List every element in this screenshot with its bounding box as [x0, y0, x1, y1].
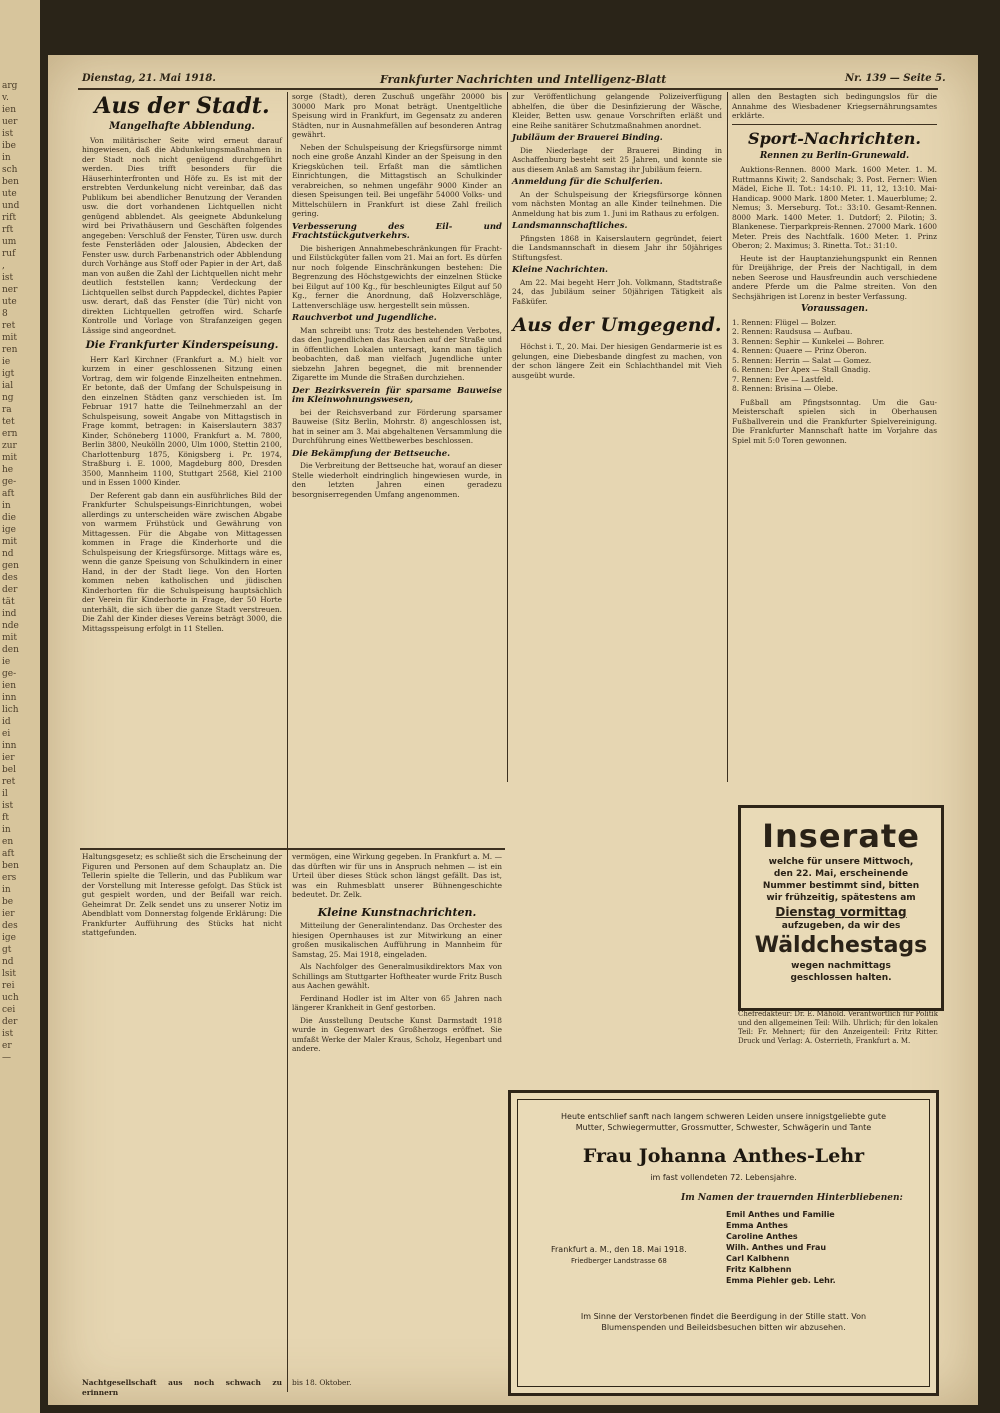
- tip-item: 5. Rennen: Herrin — Salat — Gomez.: [732, 355, 872, 365]
- article-heading: Die Frankfurter Kinderspeisung.: [85, 339, 279, 351]
- article-paragraph: Heute ist der Hauptanziehungspunkt ein Rennen für Dreijährige, der Preis der Nachtigall, in dem neben Seerose und Hausfreundin auch verschiedene andere Pferde um die Palme streiten. Von den Sechsjährigen ist Lorenz in bester Verfassung.: [732, 253, 937, 301]
- ad-line: wegen nachmittags: [791, 961, 891, 971]
- header-title: Frankfurter Nachrichten und Intelligenz-Blatt: [380, 73, 667, 86]
- imprint: Chefredakteur: Dr. E. Mähold. Verantwortlich für Politik und den allgemeinen Teil: Wilh. Uhrlich; für den lokalen Teil: Fr. Mehnert; für den Anzeigenteil: Fritz Ritter. Druck und Verlag: A. Osterrieth, Frankfurt a. M.: [738, 1010, 938, 1045]
- obituary-name: Frau Johanna Anthes-Lehr: [582, 1145, 865, 1167]
- article-paragraph: An der Schulspeisung der Kriegsfürsorge können vom nächsten Montag an alle Kinder teilnehmen. Die Anmeldung hat bis zum 1. Juni im Rathaus zu erfolgen.: [512, 189, 722, 218]
- article-paragraph: Mitteilung der Generalintendanz. Das Orchester des hiesigen Opernhauses ist zur Mitwirkung an einer großen musikalischen Aufführung in Mannheim für Samstag, 25. Mai 1918, eingeladen.: [292, 921, 502, 959]
- mourner: Carl Kalbhenn: [726, 1254, 790, 1263]
- article-paragraph: Neben der Schulspeisung der Kriegsfürsorge nimmt noch eine große Anzahl Kinder an der Speisung in den Kriegsküchen teil. Erfaßt man die sämtlichen Einrichtungen, die Mittagstisch an Schulkinder verabreichen, so nehmen ungefähr 9000 Kinder an diesen Speisungen teil. Bei ungefähr 54000 Volks- und Mittelschülern in Frankfurt ist diese Zahl freilich gering.: [292, 142, 502, 218]
- article-paragraph: allen den Bestagten sich bedingungslos für die Annahme des Wiesbadener Kriegsernährungsamtes erklärte.: [732, 92, 937, 120]
- article-paragraph: vermögen, eine Wirkung gegeben. In Frankfurt a. M. — das dürften wir für uns in Anspruch nehmen — ist ein Urteil über dieses Stück schon längst gefällt. Das ist, was ein Ruhmesblatt unserer Bühnengeschichte bedeutet. Dr. Zelk.: [292, 852, 502, 899]
- article-paragraph: Die Niederlage der Brauerei Binding in Aschaffenburg besteht seit 25 Jahren, und konnte sie aus diesem Anlaß am Samstag ihr Jubiläum feiern.: [512, 145, 722, 174]
- ad-line: aufzugeben, da wir des: [781, 921, 901, 931]
- obituary-footer: Im Sinne der Verstorbenen findet die Beerdigung in der Stille statt. Von Blumenspenden und Beileidsbesuchen bitten wir abzusehen.: [580, 1312, 867, 1332]
- mourner: Emma Anthes: [726, 1221, 788, 1230]
- header-number: Nr. 139 — Seite 5.: [845, 73, 946, 84]
- column-rule: [727, 92, 728, 782]
- mourners-list: [726, 1209, 916, 1286]
- kunst-heading: Kleine Kunstnachrichten.: [317, 905, 477, 919]
- header-date: Dienstag, 21. Mai 1918.: [82, 73, 216, 84]
- mourner: Emil Anthes und Familie: [726, 1210, 835, 1219]
- ad-title: Inserate: [762, 817, 920, 855]
- column-1-lower: [82, 852, 282, 1372]
- article-heading: Der Bezirksverein für sparsame Bauweise im Kleinwohnungswesen,: [292, 385, 502, 405]
- column-2: [292, 92, 502, 845]
- article-paragraph: Der Referent gab dann ein ausführliches Bild der Frankfurter Schulspeisungs-Einrichtungen, wobei allerdings zu unterscheiden wäre zwischen Abgabe von warmem Frühstück und Gewährung von Mittagessen. Für die Abgabe von Mittagessen kommen in Frage die Kinderhorte und die Schulspeisung der Kriegsfürsorge. Mittags wäre es, wenn die ganze Speisung von Schulkindern in einer Hand, in der der Stadt liege. Von den Horten kommen neben katholischen und jüdischen Kinderhorten für die Schulspeisung hauptsächlich der Verein für Kinderhorte in Frage, der 50 Horte unterhält, die sich über die ganze Stadt verstreuen. Die Zahl der Kinder dieses Vereins beträgt 3000, die Mittagsspeisung erfolgt in 11 Stellen.: [82, 490, 282, 633]
- article-paragraph: Als Nachfolger des Generalmusikdirektors Max von Schillings am Stuttgarter Hoftheater wurde Fritz Busch aus Aachen gewählt.: [292, 962, 503, 990]
- article-paragraph: Pfingsten 1868 in Kaiserslautern gegründet, feiert die Landsmannschaft in diesem Jahr ihr 50jähriges Stiftungsfest.: [512, 233, 722, 262]
- article-heading: Landsmannschaftliches.: [512, 221, 628, 231]
- footer-line-2: bis 18. Oktober.: [292, 1378, 352, 1387]
- column-rule: [287, 92, 288, 1392]
- mourners-title: Im Namen der trauernden Hinterbliebenen:: [681, 1193, 903, 1203]
- obituary-intro: Heute entschlief sanft nach langem schweren Leiden unsere innigstgeliebte gute Mutter, Schwiegermutter, Grossmutter, Schwester, Schwägerin und Tante: [561, 1112, 886, 1132]
- article-paragraph: sorge (Stadt), deren Zuschuß ungefähr 20000 bis 30000 Mark pro Monat beträgt. Unentgeltliche Speisung wird in Frankfurt, im Gegensatz zu anderen Städten, nur in Ausnahmefällen auf besonderen Antrag gewährt.: [292, 92, 502, 139]
- mourner: Emma Piehler geb. Lehr.: [726, 1276, 836, 1285]
- tip-item: 8. Rennen: Brisina — Olebe.: [732, 384, 838, 393]
- section-heading-city: Aus der Stadt.: [94, 93, 270, 119]
- tips-list: [732, 318, 937, 394]
- column-2-lower: [292, 852, 502, 1372]
- race-results: Auktions-Rennen. 8000 Mark. 1600 Meter. 1. M. Ruttmanns Kiwit; 2. Sandschak; 3. Post. Ferner: Wien Mädel, Eiche II. Tot.: 14:10. Pl. 11, 12, 13:10. Mai-Handicap. 9000 Mark. 1800 Meter. 1. Mauerblume; 2. Nemus; 3. Merseburg. Tot.: 33:10. Gesamt-Rennen. 8000 Mark. 1400 Meter. 1. Dutdorf; 2. Pilotin; 3. Blankenese. Tierparkpreis-Rennen. 27000 Mark. 1600 Meter. Preis des Nachtfalk. 1600 Meter. 1. Prinz Oberon; 2. Maximus; 3. Rinetta. Tot.: 31:10.: [732, 165, 937, 250]
- adjacent-page-text: arg v. ien uer ist ibe in sch ben ute und rift rft um ruf , ist ner ute 8 ret mit ren ie igt ial ng ra tet ern zur mit he ge- aft in die ige mit nd gen des der tät ind nde mit den ie ge- ien inn lich id ei inn ier bel ret il ist ft in en aft ben ers in be ier des ige gt nd lsit rei uch cei der ist er —: [2, 81, 20, 1063]
- header-rule: [78, 88, 938, 90]
- mourner: Fritz Kalbhenn: [726, 1265, 792, 1274]
- section-heading-sport: Sport-Nachrichten.: [748, 128, 921, 148]
- article-paragraph: Die bisherigen Annahmebeschränkungen für Fracht- und Eilstückgüter fallen vom 21. Mai an fort. Es dürfen nur noch folgende Einschränkungen bestehen: Die Begrenzung des Höchstgewichts der einzelnen Stücke bei Eilgut auf 100 Kg., für beschleunigtes Eilgut auf 50 Kg., ferner die Anordnung, daß Holzverschläge, Lattenverschläge usw. hergestellt sein müssen.: [292, 243, 502, 310]
- tip-item: 3. Rennen: Sephir — Kunkelei — Bohrer.: [732, 336, 885, 346]
- article-heading: Kleine Nachrichten.: [512, 265, 608, 275]
- tip-item: 6. Rennen: Der Apex — Stall Gnadig.: [732, 365, 871, 374]
- tips-heading: Voraussagen.: [801, 304, 868, 314]
- article-paragraph: Ferdinand Hodler ist im Alter von 65 Jahren nach längerer Krankheit in Genf gestorben.: [292, 993, 502, 1012]
- article-heading: Rauchverbot und Jugendliche.: [292, 313, 437, 323]
- section-rule: [80, 848, 505, 850]
- article-paragraph: Die Verbreitung der Bettseuche hat, worauf an dieser Stelle wiederholt eindringlich hingewiesen wurde, in den letzten Jahren einen geradezu besorgniserregenden Umfang angenommen.: [292, 461, 502, 499]
- column-3: [512, 92, 722, 782]
- article-heading: Verbesserung des Eil- und Frachtstückgutverkehrs.: [292, 221, 502, 241]
- ad-line: wir frühzeitig, spätestens am: [766, 893, 916, 903]
- article-subheading: Rennen zu Berlin-Grunewald.: [759, 150, 910, 161]
- column-rule: [507, 92, 508, 782]
- article-paragraph: Die Ausstellung Deutsche Kunst Darmstadt 1918 wurde in Gegenwart des Großherzogs eröffnet. Sie umfaßt Werke der Maler Kraus, Scholz, Hegenbart und andere.: [292, 1015, 502, 1053]
- article-paragraph: Man schreibt uns: Trotz des bestehenden Verbotes, das den Jugendlichen das Rauchen auf der Straße und in öffentlichen Lokalen untersagt, kann man täglich beobachten, daß man vielfach Jugendliche unter siebzehn Jahren begegnet, die mit brennender Zigarette im Munde die Straßen durchziehen.: [292, 325, 502, 382]
- article-subheading: Mangelhafte Abblendung.: [109, 121, 255, 132]
- article-paragraph: Höchst i. T., 20. Mai. Der hiesigen Gendarmerie ist es gelungen, eine Diebesbande dingfest zu machen, von der schon längere Zeit ein Schlachthandel mit Vieh ausgeübt wurde.: [512, 342, 722, 380]
- obituary-address: Friedberger Landstrasse 68: [571, 1257, 667, 1265]
- column-4: [732, 92, 937, 782]
- column-1: [82, 92, 282, 845]
- article-heading: Anmeldung für die Schulferien.: [512, 177, 663, 187]
- article-paragraph: Von militärischer Seite wird erneut darauf hingewiesen, daß die Abdunkelungsmaßnahmen in der Stadt noch nicht genügend durchgeführt werden. Dies trifft besonders für die Häuserhinterfronten und Höfe zu. Es ist mit der erstrebten Verdunkelung nicht vereinbar, daß das Publikum bei abendlicher Benutzung der Veranden usw. die dort vorhandenen Lichtquellen nicht genügend abblendet. Als geeignete Abdunkelung wird bei Privathäusern und Geschäften folgendes angegeben: Verschluß der Fenster, Türen usw. durch feste Fensterläden oder Jalousien, Abdecken der Fenster usw. durch Farbenanstrich oder Abblendung durch Vorhänge aus Stoff oder Papier in der Art, daß man von außen die Zahl der Lichtquellen nicht mehr deutlich feststellen kann; Verdeckung der Lichtquellen selbst durch Pappdeckel, dichtes Papier usw. derart, daß das Fenster (die Tür) nicht von direkten Lichtquellen getroffen wird. Scharfe Kontrolle und Vorlage von Strafanzeigen gegen Lässige sind angeordnet.: [82, 135, 282, 335]
- ad-emphasis: Wäldchestags: [754, 933, 928, 958]
- mourner: Wilh. Anthes und Frau: [726, 1243, 827, 1252]
- ad-line: welche für unsere Mittwoch,: [768, 857, 914, 867]
- ad-line: Nummer bestimmt sind, bitten: [762, 881, 920, 891]
- tip-item: 4. Rennen: Quaere — Prinz Oberon.: [732, 346, 867, 355]
- tip-item: 7. Rennen: Eve — Lastfeld.: [732, 374, 834, 384]
- section-heading-region: Aus der Umgegend.: [512, 314, 722, 336]
- obituary-notice: [508, 1090, 939, 1396]
- obituary-age: im fast vollendeten 72. Lebensjahre.: [650, 1173, 797, 1182]
- ad-line: geschlossen halten.: [790, 973, 892, 983]
- article-paragraph: zur Veröffentlichung gelangende Polizeiverfügung abhelfen, die über die Desinfizierung der Wäsche, Kleider, Betten usw. genaue Vorschriften erläßt und eine Reihe sanitärer Schutzmaßnahmen anordnet.: [512, 92, 722, 130]
- tip-item: 2. Rennen: Raudsusa — Aufbau.: [732, 327, 853, 336]
- ad-emphasis: Dienstag vormittag: [775, 905, 907, 919]
- ad-line: den 22. Mai, erscheinende: [773, 869, 909, 879]
- obituary-place-date: Frankfurt a. M., den 18. Mai 1918.: [551, 1245, 687, 1254]
- mourner: Caroline Anthes: [726, 1232, 798, 1241]
- article-paragraph: Herr Karl Kirchner (Frankfurt a. M.) hielt vor kurzem in einer geschlossenen Sitzung einen Vortrag, dem wir folgende Einzelheiten entnehmen. Er betonte, daß der Umfang der Schulspeisung in den einzelnen Städten ganz verschieden ist. Im Februar 1917 hatte die Teilnehmerzahl an der Schulspeisung, soweit Angabe von Mittagstisch in Frage kommt, betragen: in Kaiserslautern 3837 Kinder, Schöneberg 11000, Frankfurt a. M. 7800, Berlin 3800, Neukölln 2000, Ulm 1000, Stettin 2100, Charlottenburg 1875, Königsberg i. Pr. 1974, Straßburg i. E. 1000, Magdeburg 800, Dresden 3500, Mannheim 1100, Stuttgart 2568, Kiel 2100 und in Essen 1000 Kinder.: [82, 354, 282, 487]
- article-paragraph: Am 22. Mai begeht Herr Joh. Volkmann, Stadtstraße 24, das Jubiläum seiner 50jährigen Tätigkeit als Faßküfer.: [512, 277, 722, 306]
- article-paragraph: Haltungsgesetz; es schließt sich die Erscheinung der Figuren und Personen auf dem Schauplatz an. Die Tellerin spielte die Tellerin, und das Publikum war der Vorstellung mit Interesse gefolgt. Das Stück ist gut gespielt worden, und der Beifall war reich. Geheimrat Dr. Zelk sendet uns zu unserer Notiz im Abendblatt vom Donnerstag folgende Erklärung: Die Frankfurter Aufführung des Stücks hat nicht stattgefunden.: [82, 852, 282, 937]
- footer-line-1: Nachtgesellschaft aus noch schwach zu erinnern: [82, 1378, 282, 1397]
- article-heading: Die Bekämpfung der Bettseuche.: [292, 448, 451, 459]
- article-paragraph: bei der Reichsverband zur Förderung sparsamer Bauweise (Sitz Berlin, Mohrstr. 8) angeschlossen ist, hat in seiner am 3. Mai abgehaltenen Versammlung die Durchführung eines Wettbewerbes beschlossen.: [292, 407, 502, 445]
- section-rule: [732, 124, 937, 125]
- tip-item: 1. Rennen: Flügel — Bolzer.: [732, 317, 837, 327]
- article-heading: Jubiläum der Brauerei Binding.: [512, 133, 663, 143]
- adjacent-page-spine: [0, 0, 40, 1413]
- article-paragraph: Fußball am Pfingstsonntag. Um die Gau-Meisterschaft spielen sich in Oberhausen Fußballverein und die Frankfurter Spielvereinigung. Die Frankfurter Mannschaft hatte im Vorjahre das Spiel mit 5:0 Toren gewonnen.: [732, 397, 937, 445]
- inserate-ad: [738, 805, 944, 1011]
